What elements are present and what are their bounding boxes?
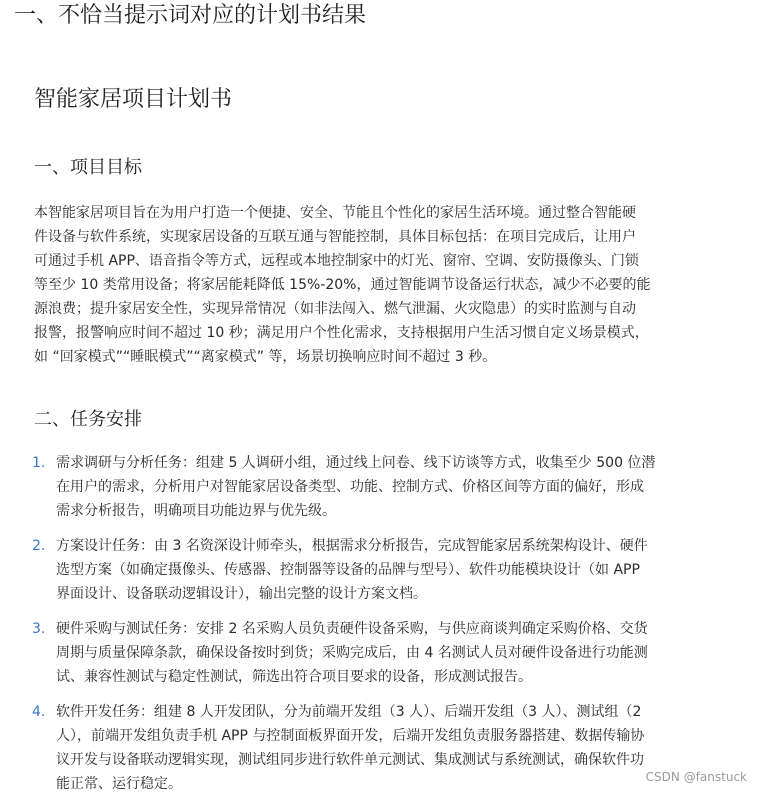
list-item-text [56, 617, 757, 689]
paragraph-line: 源浪费；提升家居安全性，实现异常情况（如非法闯入、燃气泄漏、火灾隐患）的实时监测与自动 [34, 301, 636, 317]
list-line: 需求分析报告，明确项目功能边界与优先级。 [56, 503, 336, 519]
section-heading-tasks: 二、任务安排 [34, 409, 142, 430]
paragraph-line: 如 “回家模式”“睡眠模式”“离家模式” 等，场景切换响应时间不超过 3 秒。 [34, 349, 497, 365]
section-heading-goals: 一、项目目标 [34, 157, 142, 178]
list-line: 人），前端开发组负责手机 APP 与控制面板界面开发，后端开发组负责服务器搭建、数据传输协 [56, 728, 645, 744]
paragraph-line: 等至少 10 类常用设备；将家居能耗降低 15%-20%，通过智能调节设备运行状态，减少不必要的能 [34, 277, 651, 293]
list-item [0, 617, 757, 689]
list-item [0, 700, 757, 792]
list-item-text [56, 451, 757, 523]
list-number: 4. [32, 704, 46, 720]
watermark: CSDN @fanstuck [645, 770, 747, 784]
list-line: 议开发与设备联动逻辑实现，测试组同步进行软件单元测试、集成测试与系统测试，确保软件功 [56, 752, 644, 768]
paragraph-line: 报警，报警响应时间不超过 10 秒；满足用户个性化需求，支持根据用户生活习惯自定义场景模式， [34, 325, 649, 341]
list-line: 能正常、运行稳定。 [56, 776, 182, 792]
list-item-text [56, 534, 757, 606]
paragraph-line: 件设备与软件系统，实现家居设备的互联互通与智能控制，具体目标包括：在项目完成后，让用户 [34, 229, 636, 245]
task-list [0, 451, 757, 792]
list-item [0, 534, 757, 606]
list-line: 选型方案（如确定摄像头、传感器、控制器等设备的品牌与型号）、软件功能模块设计（如 APP [56, 562, 640, 578]
goals-paragraph [34, 201, 734, 369]
list-number: 3. [32, 621, 46, 637]
document-title: 智能家居项目计划书 [34, 87, 233, 112]
paragraph-line: 本智能家居项目旨在为用户打造一个便捷、安全、节能且个性化的家居生活环境。通过整合智能硬 [34, 205, 636, 221]
page-heading: 一、不恰当提示词对应的计划书结果 [14, 3, 367, 28]
list-line: 方案设计任务：由 3 名资深设计师牵头，根据需求分析报告，完成智能家居系统架构设计、硬件 [56, 538, 648, 554]
list-line: 在用户的需求，分析用户对智能家居设备类型、功能、控制方式、价格区间等方面的偏好，形成 [56, 479, 644, 495]
list-line: 软件开发任务：组建 8 人开发团队，分为前端开发组（3 人）、后端开发组（3 人）、测试组（2 [56, 704, 642, 720]
list-line: 试、兼容性测试与稳定性测试，筛选出符合项目要求的设备，形成测试报告。 [56, 669, 532, 685]
list-line: 界面设计、设备联动逻辑设计），输出完整的设计方案文档。 [56, 586, 427, 602]
list-number: 2. [32, 538, 46, 554]
list-line: 硬件采购与测试任务：安排 2 名采购人员负责硬件设备采购，与供应商谈判确定采购价格、交货 [56, 621, 648, 637]
list-line: 周期与质量保障条款，确保设备按时到货；采购完成后，由 4 名测试人员对硬件设备进行功能测 [56, 645, 648, 661]
list-number: 1. [32, 455, 46, 471]
list-item [0, 451, 757, 523]
list-line: 需求调研与分析任务：组建 5 人调研小组，通过线上问卷、线下访谈等方式，收集至少 500 位潜 [56, 455, 656, 471]
paragraph-line: 可通过手机 APP、语音指令等方式，远程或本地控制家中的灯光、窗帘、空调、安防摄像头、门锁 [34, 253, 639, 269]
